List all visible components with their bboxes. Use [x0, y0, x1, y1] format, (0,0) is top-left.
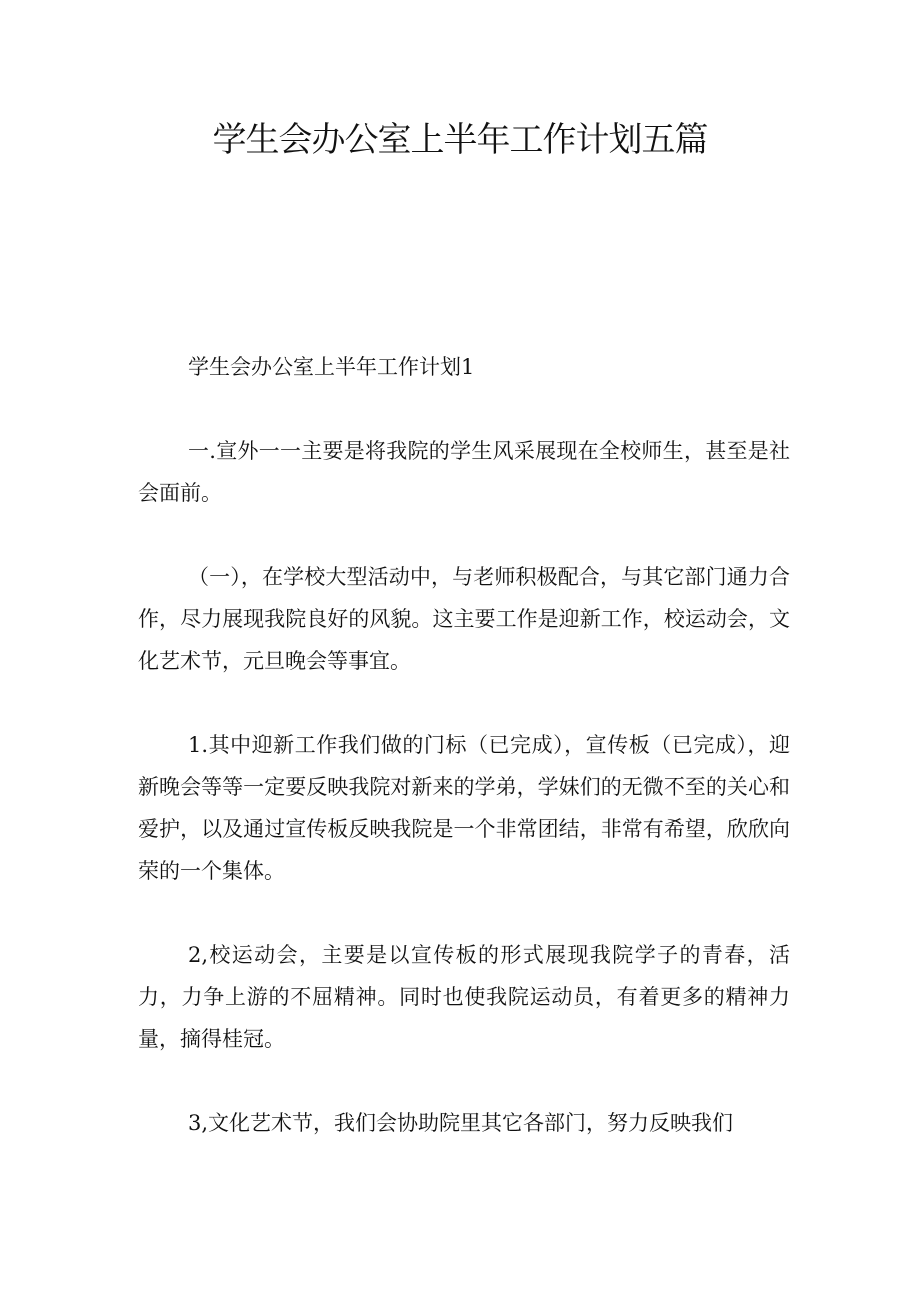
section-heading: 学生会办公室上半年工作计划1: [188, 355, 475, 379]
paragraph: 1.其中迎新工作我们做的门标（已完成），宣传板（已完成），迎新晚会等等一定要反映我院对新来的学弟，学妹们的无微不至的关心和爱护，以及通过宣传板反映我院是一个非常团结，非常有希望，欣欣向荣的一个集体。: [138, 733, 790, 883]
document-body: [138, 346, 790, 1186]
document-title: 学生会办公室上半年工作计划五篇: [212, 120, 708, 160]
paragraph: 一.宣外一一主要是将我院的学生风采展现在全校师生，甚至是社会面前。: [138, 439, 790, 505]
paragraph: （一），在学校大型活动中，与老师积极配合，与其它部门通力合作，尽力展现我院良好的风貌。这主要工作是迎新工作，校运动会，文化艺术节，元旦晚会等事宜。: [138, 565, 790, 673]
paragraph: 3,文化艺术节，我们会协助院里其它各部门，努力反映我们: [188, 1111, 734, 1135]
paragraph: 2,校运动会，主要是以宣传板的形式展现我院学子的青春，活力，力争上游的不屈精神。同时也使我院运动员，有着更多的精神力量，摘得桂冠。: [138, 943, 790, 1051]
